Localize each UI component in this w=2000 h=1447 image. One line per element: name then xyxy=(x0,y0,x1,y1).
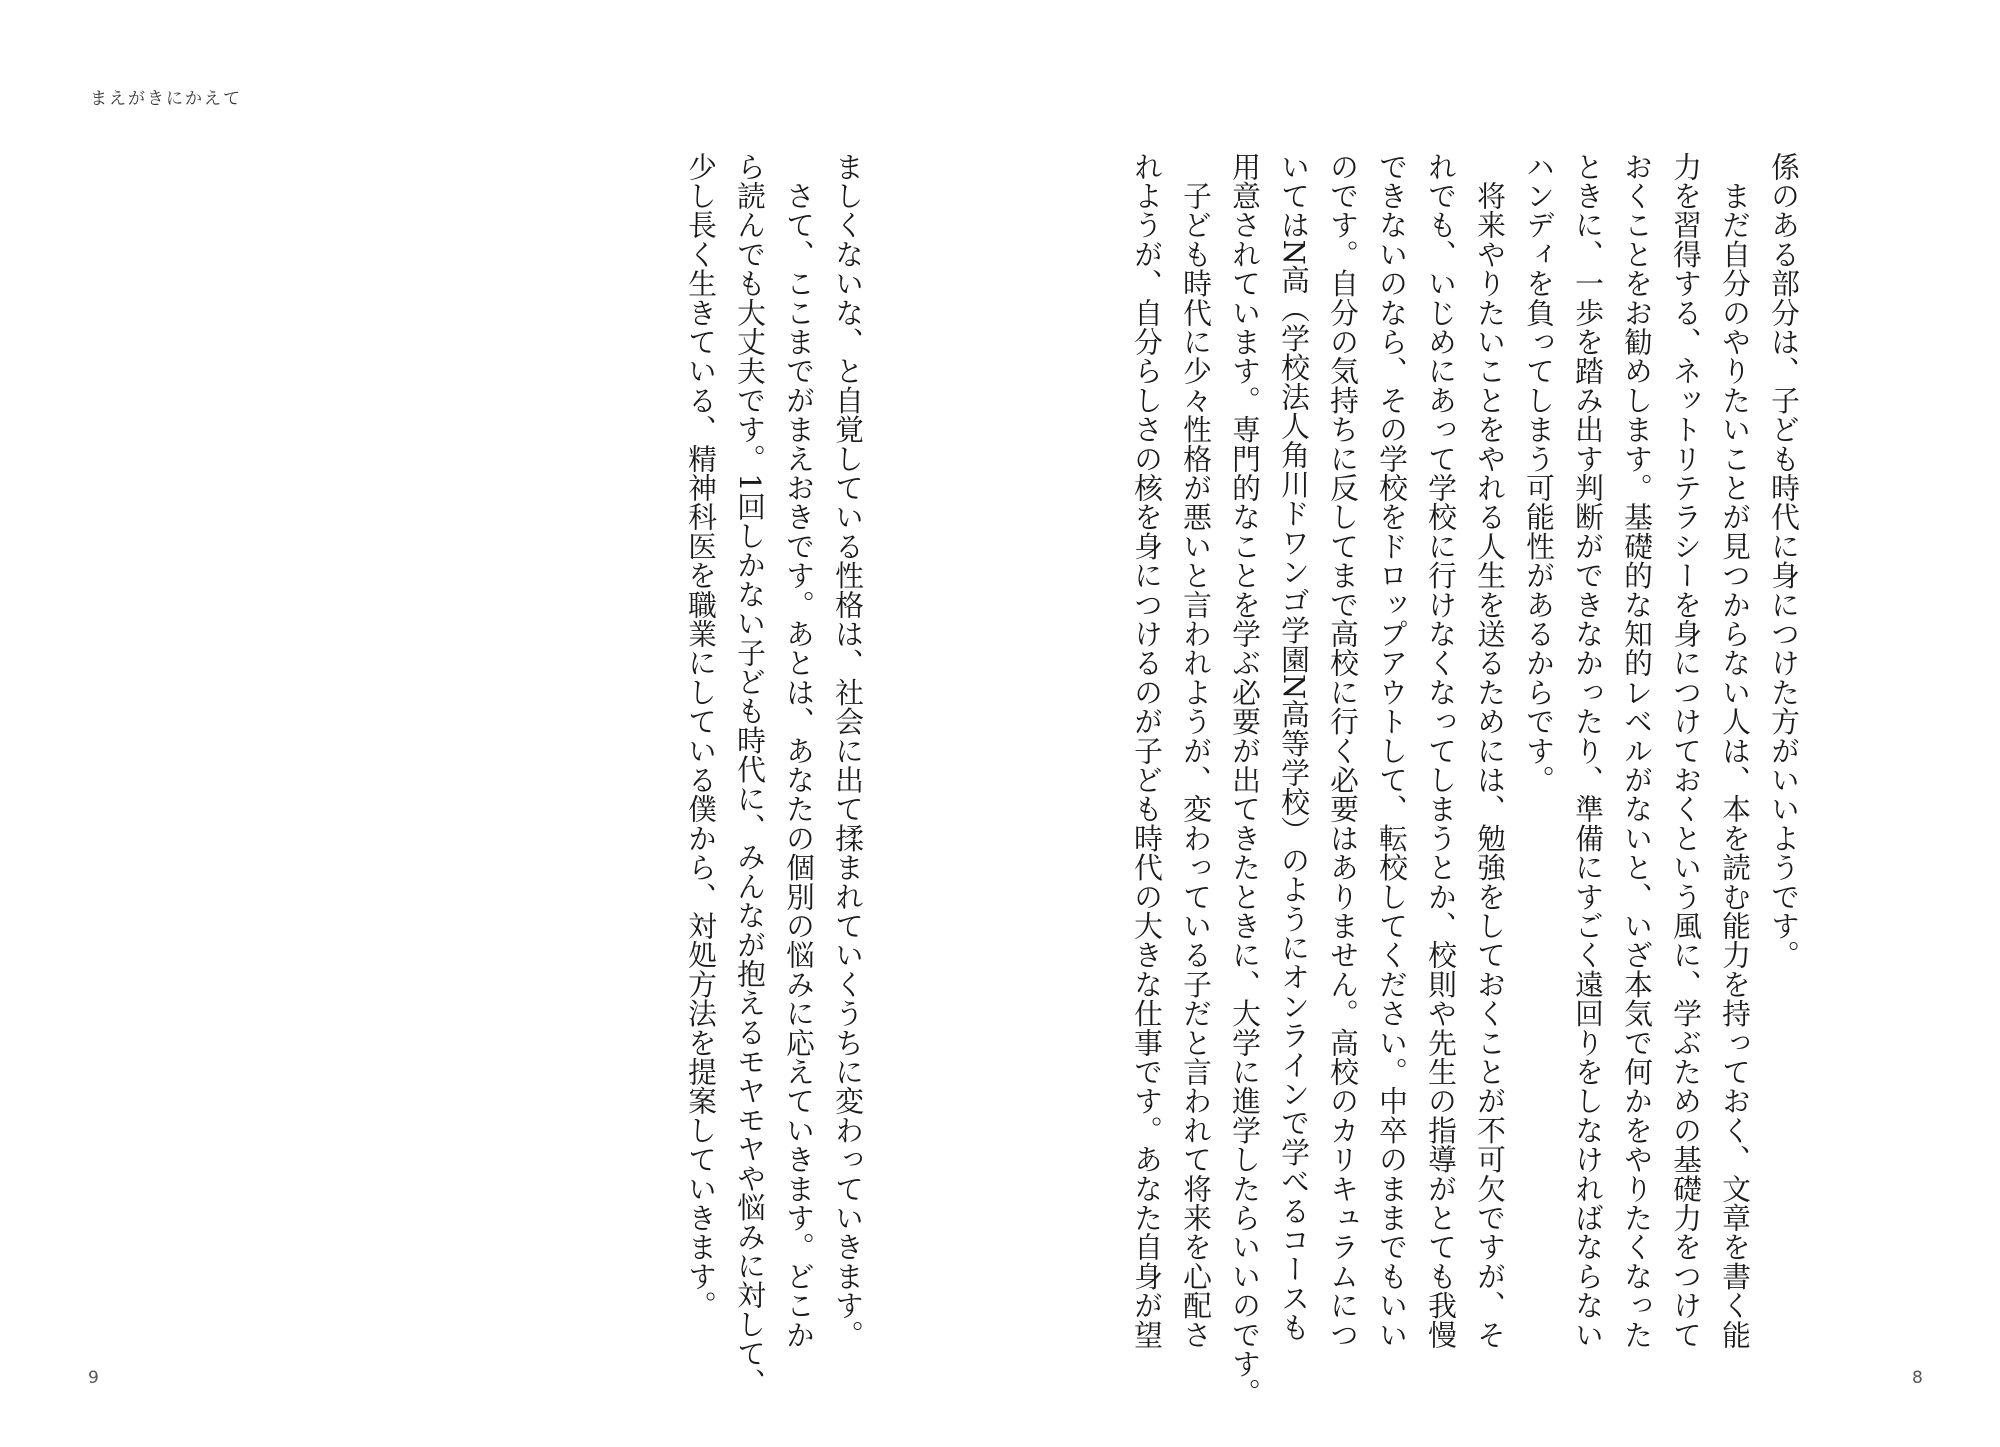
text-line: 子ども時代に少々性格が悪いと言われようが、変わっている子だと言われて将来を心配さ xyxy=(1179,152,1213,1350)
text-line: 将来やりたいことをやれる人生を送るためには、勉強をしておくことが不可欠ですが、そ xyxy=(1473,152,1507,1350)
text-line: ら読んでも大丈夫です。1回しかない子ども時代に、みんなが抱えるモヤモヤや悩みに対して、 xyxy=(733,152,767,1398)
text-line: 力を習得する、ネットリテラシーを身につけておくという風に、学ぶための基礎力をつけて xyxy=(1669,152,1703,1350)
text-line: れでも、いじめにあって学校に行けなくなってしまうとか、校則や先生の指導がとても我慢 xyxy=(1424,152,1458,1350)
text-line: ハンディを負ってしまう可能性があるからです。 xyxy=(1522,152,1556,795)
page-number-left: 9 xyxy=(88,1368,99,1388)
text-line: 用意されています。専門的なことを学ぶ必要が出てきたときに、大学に進学したらいいのです。 xyxy=(1228,152,1262,1408)
left-page-body xyxy=(672,152,872,1398)
text-line: ましくないな、と自覚している性格は、社会に出て揉まれていくうちに変わっていきます。 xyxy=(831,152,865,1350)
page-number-right: 8 xyxy=(1912,1368,1923,1388)
text-line: まだ自分のやりたいことが見つからない人は、本を読む能力を持っておく、文章を書く能 xyxy=(1718,152,1752,1350)
text-line: ときに、一歩を踏み出す判断ができなかったり、準備にすごく遠回りをしなければならない xyxy=(1571,152,1605,1350)
text-line: さて、ここまでがまえおきです。あとは、あなたの個別の悩みに応えていきます。どこか xyxy=(782,152,816,1350)
running-header: まえがきにかえて xyxy=(90,89,242,109)
text-line: できないのなら、その学校をドロップアウトして、転校してください。中卒のままでもいい xyxy=(1375,152,1409,1350)
text-line: おくことをお勧めします。基礎的な知的レベルがないと、いざ本気で何かをやりたくなった xyxy=(1620,152,1654,1350)
text-line: いてはN高（学校法人角川ドワンゴ学園N高等学校）のようにオンラインで学べるコースも xyxy=(1277,152,1311,1342)
right-page-body xyxy=(1130,152,1808,1408)
text-line: れようが、自分らしさの核を身につけるのが子ども時代の大きな仕事です。あなた自身が望 xyxy=(1130,152,1164,1350)
text-line: 係のある部分は、子ども時代に身につけた方がいいようです。 xyxy=(1767,152,1801,970)
text-line: のです。自分の気持ちに反してまで高校に行く必要はありません。高校のカリキュラムにつ xyxy=(1326,152,1360,1350)
text-line: 少し長く生きている、精神科医を職業にしている僕から、対処方法を提案していきます。 xyxy=(684,152,718,1320)
